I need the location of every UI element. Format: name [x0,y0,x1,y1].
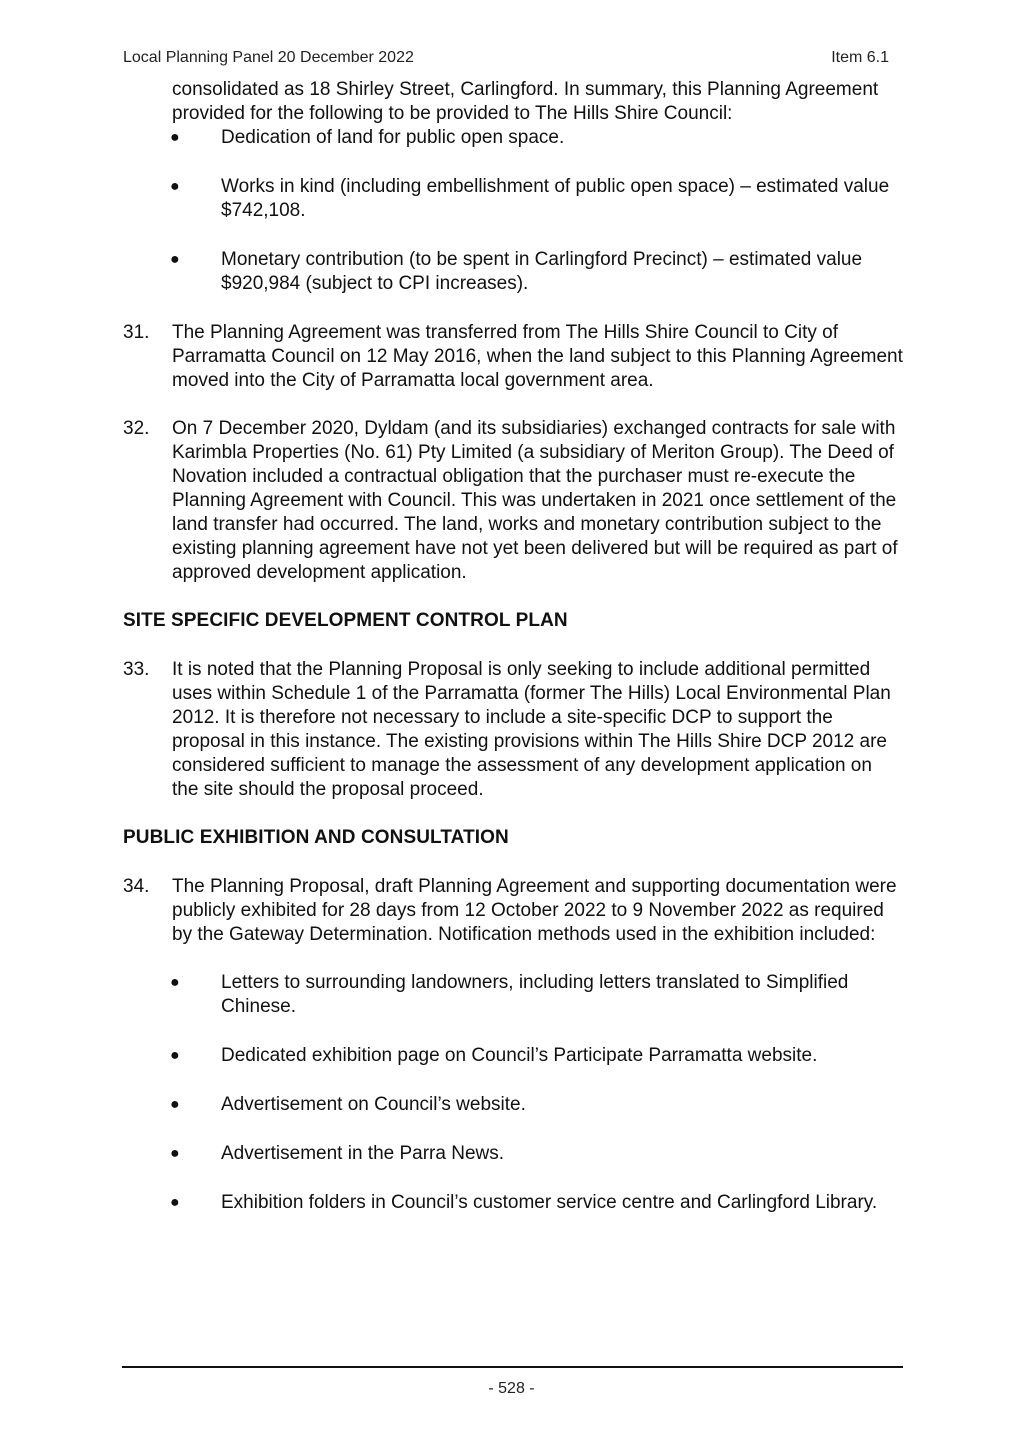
list-item: ● Letters to surrounding landowners, including letters translated to Simplified Chinese. [170,972,849,1017]
list-item: ● Monetary contribution (to be spent in Carlingford Precinct) – estimated value $920,984 (subject to CPI increases). [170,249,863,294]
paragraph-number: 31. [123,322,150,343]
paragraph-text: The Planning Agreement was transferred from The Hills Shire Council to City of Parramatta Council on 12 May 2016, when the land subject to this Planning Agreement moved into the City of Parramatta local government area. [172,322,903,391]
page-header [123,48,889,68]
footer-divider [122,1366,903,1368]
bullet-icon: ● [170,251,180,268]
paragraph-number: 32. [123,418,150,439]
bullet-icon: ● [170,1145,180,1162]
list-item: ● Works in kind (including embellishment of public open space) – estimated value $742,108. [170,176,890,221]
paragraph-34 [123,875,903,947]
section-heading-dcp: SITE SPECIFIC DEVELOPMENT CONTROL PLAN [123,610,568,631]
page-number: - 528 - [488,1380,535,1397]
paragraph-33 [123,658,903,802]
paragraph-31 [123,321,903,393]
document-body [123,78,903,1240]
bullet-icon: ● [170,1047,180,1064]
list-item: ● Dedication of land for public open space. [170,127,565,148]
list-item: ● Advertisement on Council’s website. [170,1094,526,1115]
bullet-icon: ● [170,178,180,195]
paragraph-32 [123,417,903,585]
bullet-icon: ● [170,1096,180,1113]
paragraph-number: 33. [123,659,150,680]
intro-bullet-list [123,126,903,296]
intro-paragraph: consolidated as 18 Shirley Street, Carlingford. In summary, this Planning Agreement provided for the following to be provided to The Hills Shire Council: [172,79,879,124]
list-item: ● Exhibition folders in Council’s customer service centre and Carlingford Library. [170,1192,878,1213]
bullet-icon: ● [170,974,180,991]
list-item: ● Dedicated exhibition page on Council’s Participate Parramatta website. [170,1045,818,1066]
bullet-icon: ● [170,1194,180,1211]
list-item: ● Advertisement in the Parra News. [170,1143,505,1164]
header-meeting-title: Local Planning Panel 20 December 2022 [123,49,414,66]
paragraph-text: On 7 December 2020, Dyldam (and its subsidiaries) exchanged contracts for sale with Karimbla Properties (No. 61) Pty Limited (a subsidiary of Meriton Group). The Deed of Novation included a contractual obligation that the purchaser must re-execute the Planning Agreement with Council. This was undertaken in 2021 once settlement of the land transfer had occurred. The land, works and monetary contribution subject to the existing planning agreement have not yet been delivered but will be required as part of approved development application. [172,418,898,583]
exhibition-bullet-list [123,971,903,1215]
header-item-number: Item 6.1 [831,49,889,66]
section-heading-exhibition: PUBLIC EXHIBITION AND CONSULTATION [123,827,509,848]
paragraph-number: 34. [123,876,150,897]
paragraph-text: The Planning Proposal, draft Planning Agreement and supporting documentation were publicly exhibited for 28 days from 12 October 2022 to 9 November 2022 as required by the Gateway Determination. Notification methods used in the exhibition included: [172,876,897,945]
bullet-icon: ● [170,129,180,146]
paragraph-text: It is noted that the Planning Proposal is only seeking to include additional permitted uses within Schedule 1 of the Parramatta (former The Hills) Local Environmental Plan 2012. It is therefore not necessary to include a site-specific DCP to support the proposal in this instance. The existing provisions within The Hills Shire DCP 2012 are considered sufficient to manage the assessment of any development application on the site should the proposal proceed. [172,659,891,800]
